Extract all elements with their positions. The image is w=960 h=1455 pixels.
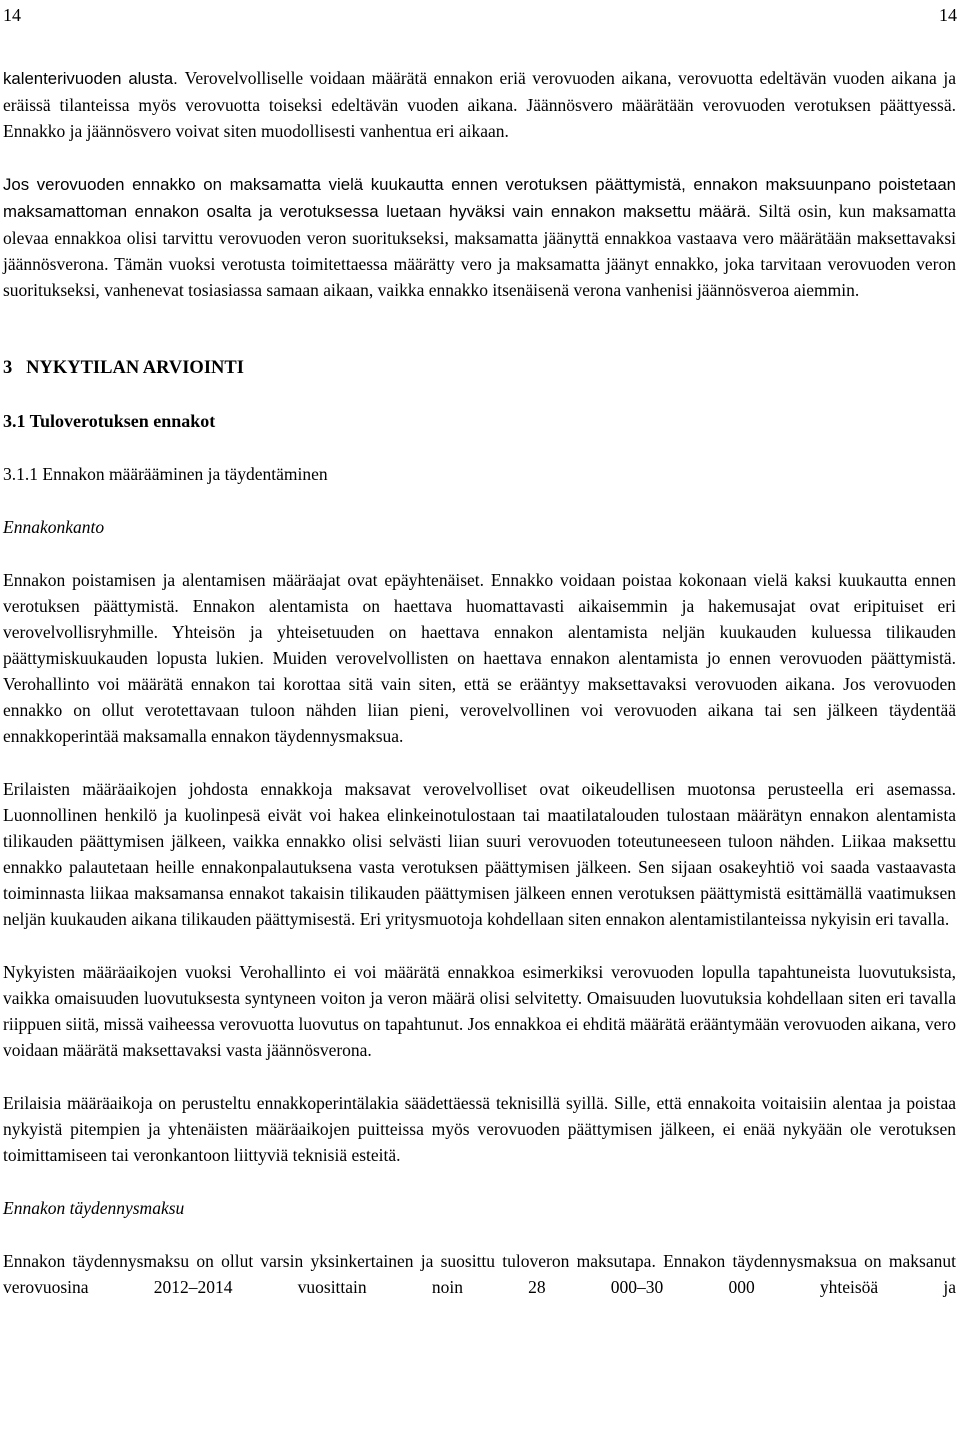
paragraph-5: Nykyisten määräaikojen vuoksi Verohallinto ei voi määrätä ennakkoa esimerkiksi verovuoden lopulla tapahtuneista luovutuksista, vaikka omaisuuden luovutuksesta syntyneen voiton ja veron määrä olisi selvitetty. Omaisuuden luovutuksia kohdellaan siten eri tavalla riippuen siitä, missä vaiheessa verovuotta luovutus on tapahtunut. Jos ennakkoa ei ehditä määrätä erääntymään verovuoden aikana, vero voidaan määrätä maksettavaksi vasta jäännösverona. <box>3 962 956 1060</box>
section-heading: 3 NYKYTILAN ARVIOINTI <box>3 358 244 378</box>
paragraph-7: Ennakon täydennysmaksu on ollut varsin yksinkertainen ja suosittu tuloveron maksutapa. Ennakon täydennysmaksua on maksanut verovuosina 2012–2014 vuosittain noin 28 000–30 000 yhteisöä ja <box>3 1251 956 1297</box>
spacer <box>3 434 956 461</box>
spacer <box>3 749 956 776</box>
paragraph-1-rest: Verovelvolliselle voidaan määrätä ennakon eriä verovuoden aikana, verovuotta edeltävän vuoden aikana ja eräissä tilanteissa myös verovuotta toiseksi edeltävän vuoden aikana. Jäännösvero määrätään verovuoden verotuksen päättyessä. Ennakko ja jäännösvero voivat siten muodollisesti vanhentua eri aikaan. <box>3 68 956 141</box>
paragraph-2 <box>3 171 956 303</box>
spacer <box>3 487 956 514</box>
paragraph-2-lead: Jos verovuoden ennakko on maksamatta vielä kuukautta ennen verotuksen päättymistä, ennakon maksuunpano poistetaan maksamattoman ennakon osalta ja verotuksessa luetaan hyväksi vain ennakon maksettu määrä. <box>3 175 956 221</box>
paragraph-1 <box>3 65 956 144</box>
paragraph-1-lead: kalenterivuoden alusta. <box>3 69 185 88</box>
subsection-heading: 3.1 Tuloverotuksen ennakot <box>3 411 216 431</box>
spacer <box>3 1063 956 1090</box>
paragraph-6: Erilaisia määräaikoja on perusteltu ennakkoperintälakia säädettäessä teknisillä syillä. Sille, että ennakoita voitaisiin alentaa ja poistaa nykyistä pitempien ja yhtenäisten määräaikojen puitteissa myös verovuoden päättymisen jälkeen, ei enää nykyään ole verotuksen toimittamiseen tai veronkantoon liittyviä teknisiä esteitä. <box>3 1093 956 1165</box>
page-number-left: 14 <box>3 5 21 25</box>
spacer <box>3 932 956 959</box>
document-body <box>3 65 956 1300</box>
paragraph-4: Erilaisten määräaikojen johdosta ennakkoja maksavat verovelvolliset ovat oikeudellisen muotonsa perusteella eri asemassa. Luonnollinen henkilö ja kuolinpesä eivät voi hakea elinkeinotulostaan tai maatilatalouden tulostaan määrätyn ennakon alentamista tilikauden päättymisen jälkeen, vaikka ennakko olisi selvästi liian suuri verovuoden toteutuneeseen tuloon nähden. Liikaa maksettu ennakko palautetaan heille ennakonpalautuksena vasta verotuksen päättymisen jälkeen. Sen sijaan osakeyhtiö voi saada vastaavasta toiminnasta liikaa maksamansa ennakot takaisin tilikauden päättymisen jälkeen ennen verotuksen päättymistä esittämällä vaatimuksen neljän kuukauden aikana tilikauden päättymisestä. Eri yritysmuotoja kohdellaan siten ennakon alentamistilanteissa nykyisin eri tavalla. <box>3 779 956 929</box>
italic-heading-taydennysmaksu: Ennakon täydennysmaksu <box>3 1198 185 1218</box>
spacer <box>3 381 956 408</box>
paragraph-2-rest: Siltä osin, kun maksamatta olevaa ennakkoa olisi tarvittu verovuoden veron suoritukseksi, maksamatta jäänyttä ennakkoa vastaava vero määrätään maksettavaksi jäännösverona. Tämän vuoksi verotusta toimitettaessa määrätty vero ja maksamatta jäänyt ennakko, joka tarvitaan verovuoden veron suoritukseksi, vanhenevat tosiasiassa samaan aikaan, vaikka ennakko itsenäisenä verona vanhenisi jäännösveroa aiemmin. <box>3 201 957 300</box>
paragraph-3: Ennakon poistamisen ja alentamisen määräajat ovat epäyhtenäiset. Ennakko voidaan poistaa kokonaan vielä kaksi kuukautta ennen verotuksen päättymistä. Ennakon alentamista on haettava huomattavasti aikaisemmin ja hakemusajat ovat eripituiset eri verovelvollisryhmille. Yhteisön ja yhteisetuuden on haettava ennakon alentamista neljän kuukauden kuluessa tilikauden päättymiskuukauden lopusta lukien. Muiden verovelvollisten on haettava ennakon alentamista jo ennen verovuoden päättymistä. Verohallinto voi määrätä ennakon tai korottaa sitä vain siten, että se erääntyy maksettavaksi verovuoden aikana. Jos verovuoden ennakko on ollut verotettavaan tuloon nähden liian pieni, verovelvollinen voi verovuoden aikana tai sen jälkeen täydentää ennakkoperintää maksamalla ennakon täydennysmaksua. <box>3 570 956 746</box>
subsubsection-heading: 3.1.1 Ennakon määrääminen ja täydentäminen <box>3 464 328 484</box>
spacer <box>3 303 956 355</box>
page-number-right: 14 <box>939 5 957 25</box>
italic-heading-ennakonkanto: Ennakonkanto <box>3 517 105 537</box>
spacer <box>3 1168 956 1195</box>
spacer <box>3 144 956 171</box>
spacer <box>3 540 956 567</box>
spacer <box>3 1221 956 1248</box>
